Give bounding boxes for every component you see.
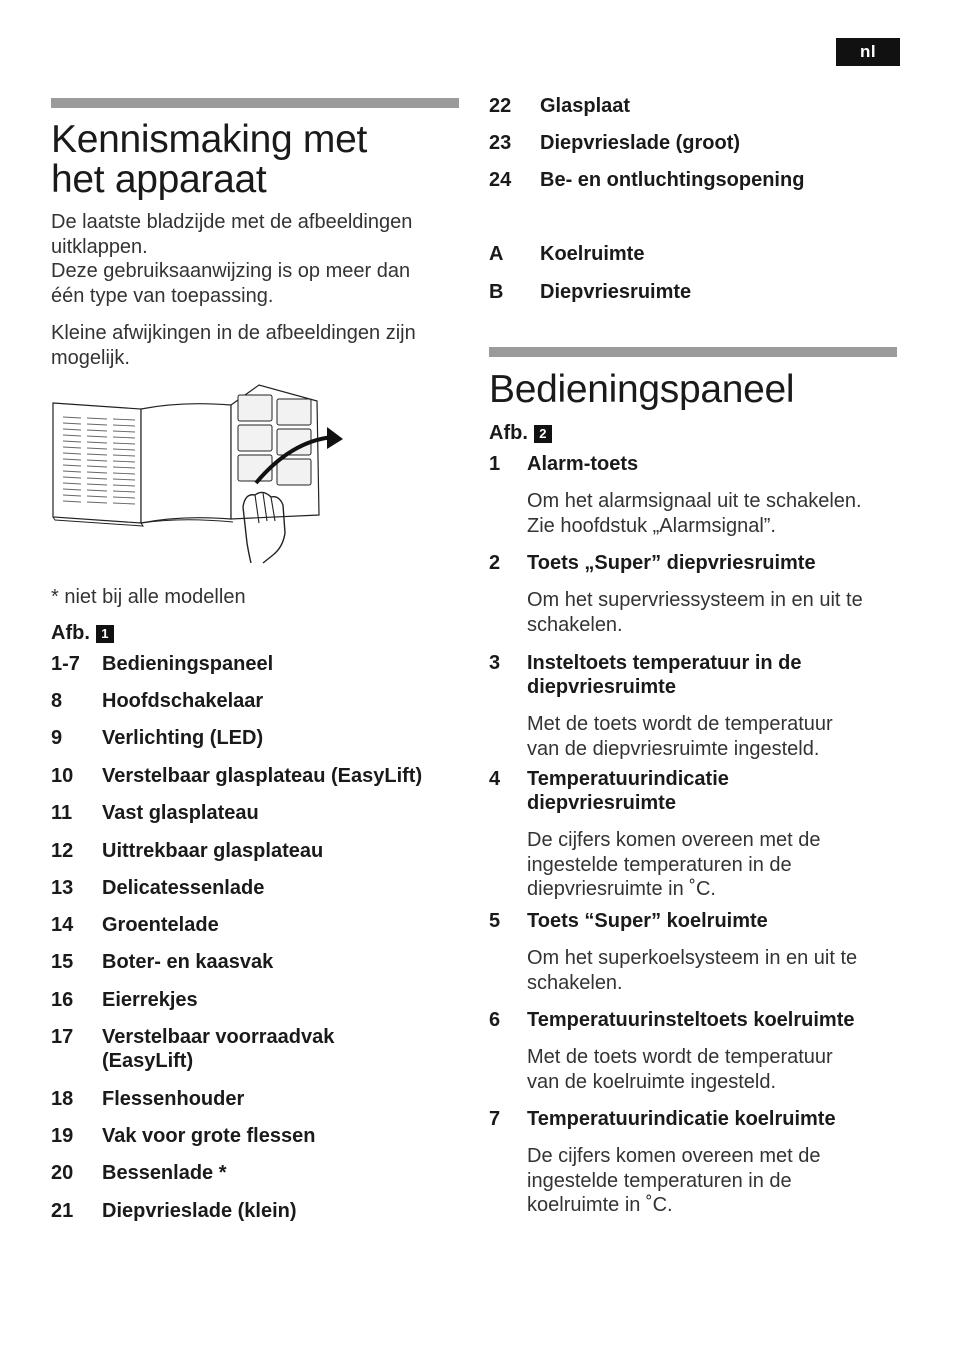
item-label: Diepvriesruimte (540, 281, 692, 303)
item-label: Glasplaat (540, 95, 631, 117)
item-number: 20 (51, 1162, 74, 1184)
list-item (51, 801, 259, 825)
item-number: A (489, 243, 504, 265)
text-line: Kleine afwijkingen in de afbeeldingen zijn (51, 322, 416, 344)
list-item (489, 551, 909, 637)
item-label: Uittrekbaar glasplateau (102, 840, 324, 862)
item-description (527, 828, 909, 902)
list-item (51, 1199, 297, 1223)
text-line: ingestelde temperaturen in de (527, 1169, 792, 1192)
intro-heading (51, 120, 367, 200)
item-label-line1: Verstelbaar voorraadvak (102, 1026, 335, 1048)
item-label: Toets “Super” koelruimte (527, 910, 768, 932)
item-label-line2: diepvriesruimte (527, 676, 676, 698)
figure-label: Afb. (51, 622, 90, 644)
item-label: Delicatessenlade (102, 877, 265, 899)
item-number: 2 (489, 552, 501, 574)
list-item (489, 651, 909, 761)
list-item (489, 1008, 909, 1094)
item-number: 5 (489, 910, 501, 932)
item-number: 23 (489, 132, 512, 154)
section-divider (489, 347, 897, 357)
item-label: Alarm-toets (527, 453, 639, 475)
item-label-line1: Temperatuurindicatie (527, 768, 729, 790)
item-label: Koelruimte (540, 243, 645, 265)
item-number: 24 (489, 169, 512, 191)
item-number: 18 (51, 1088, 74, 1110)
item-label: Eierrekjes (102, 989, 198, 1011)
item-number: B (489, 281, 504, 303)
item-number: 9 (51, 727, 63, 749)
item-label: Flessenhouder (102, 1088, 245, 1110)
item-number: 8 (51, 690, 63, 712)
text-line: mogelijk. (51, 346, 130, 369)
item-label: Temperatuurinsteltoets koelruimte (527, 1009, 855, 1031)
item-label: Groentelade (102, 914, 219, 936)
text-line: van de diepvriesruimte ingesteld. (527, 737, 820, 760)
list-item (489, 131, 740, 155)
item-label-line2: (EasyLift) (102, 1050, 194, 1072)
item-label: Toets „Super” diepvriesruimte (527, 552, 816, 574)
list-item (51, 726, 263, 750)
item-number: 17 (51, 1026, 74, 1048)
text-line: Om het supervriessysteem in en uit te (527, 589, 863, 611)
item-label-line1: Insteltoets temperatuur in de (527, 652, 802, 674)
item-description (527, 489, 909, 538)
text-line: Deze gebruiksaanwijzing is op meer dan (51, 260, 411, 282)
text-line: Om het superkoelsysteem in en uit te (527, 947, 858, 969)
item-number: 13 (51, 877, 74, 899)
list-item (51, 689, 263, 713)
list-item (51, 764, 422, 788)
item-number: 1-7 (51, 653, 80, 675)
item-number: 21 (51, 1200, 74, 1222)
list-item (489, 1107, 909, 1218)
list-item (51, 1025, 334, 1073)
item-description (527, 1144, 909, 1218)
text-line: koelruimte in ˚C. (527, 1194, 673, 1216)
item-number: 6 (489, 1009, 501, 1031)
item-label: Verlichting (LED) (102, 727, 264, 749)
list-item (489, 452, 909, 538)
item-number: 10 (51, 765, 74, 787)
item-label (527, 767, 909, 815)
list-item (489, 168, 804, 192)
list-item (51, 652, 273, 676)
list-item (489, 94, 630, 118)
intro-title-line2: het apparaat (51, 158, 267, 201)
item-number: 14 (51, 914, 74, 936)
item-label: Diepvrieslade (groot) (540, 132, 741, 154)
list-item (51, 1124, 315, 1148)
item-label: Be- en ontluchtingsopening (540, 169, 805, 191)
item-label: Diepvrieslade (klein) (102, 1200, 297, 1222)
item-number: 19 (51, 1125, 74, 1147)
item-number: 15 (51, 951, 74, 973)
item-description (527, 712, 909, 761)
text-line: De cijfers komen overeen met de (527, 1145, 821, 1167)
text-line: Met de toets wordt de temperatuur (527, 1046, 833, 1068)
item-label: Boter- en kaasvak (102, 951, 274, 973)
item-label: Vast glasplateau (102, 802, 259, 824)
item-label: Temperatuurindicatie koelruimte (527, 1108, 836, 1130)
item-label: Hoofdschakelaar (102, 690, 264, 712)
item-label: Vak voor grote flessen (102, 1125, 316, 1147)
list-item (51, 913, 219, 937)
foldout-manual-illustration (51, 383, 351, 568)
list-item (489, 767, 909, 902)
item-description (527, 1045, 909, 1094)
list-item (51, 876, 264, 900)
text-line: één type van toepassing. (51, 284, 274, 307)
list-item (489, 280, 691, 304)
item-label-line2: diepvriesruimte (527, 792, 676, 814)
figure-label: Afb. (489, 422, 528, 444)
list-item (51, 950, 273, 974)
text-line: Met de toets wordt de temperatuur (527, 713, 833, 735)
item-number: 3 (489, 652, 501, 674)
intro-paragraph-2 (51, 321, 461, 370)
section-divider (51, 98, 459, 108)
text-line: De cijfers komen overeen met de (527, 829, 821, 851)
item-number: 7 (489, 1108, 501, 1130)
panel-title: Bedieningspaneel (489, 368, 795, 411)
item-number: 22 (489, 95, 512, 117)
item-description (527, 946, 909, 995)
text-line: uitklappen. (51, 235, 148, 258)
list-item (51, 1161, 227, 1185)
item-number: 12 (51, 840, 74, 862)
item-label (527, 651, 909, 699)
item-description (527, 588, 909, 637)
text-line: schakelen. (527, 613, 623, 636)
text-line: van de koelruimte ingesteld. (527, 1070, 777, 1093)
list-item (51, 988, 198, 1012)
language-badge: nl (836, 38, 900, 66)
item-number: 11 (51, 802, 73, 824)
item-number: 16 (51, 989, 74, 1011)
item-label (102, 1025, 334, 1073)
item-label: Verstelbaar glasplateau (EasyLift) (102, 765, 423, 787)
text-line: Zie hoofdstuk „Alarmsignal”. (527, 514, 776, 537)
text-line: schakelen. (527, 971, 623, 994)
text-line: De laatste bladzijde met de afbeeldingen (51, 211, 413, 233)
figure-number-badge: 1 (96, 625, 114, 643)
text-line: diepvriesruimte in ˚C. (527, 878, 716, 900)
figure-reference (489, 422, 552, 445)
footnote: * niet bij alle modellen (51, 586, 246, 608)
intro-title-line1: Kennismaking met (51, 118, 368, 161)
item-label: Bedieningspaneel (102, 653, 274, 675)
figure-number-badge: 2 (534, 425, 552, 443)
figure-reference (51, 622, 114, 645)
item-number: 4 (489, 768, 501, 790)
item-number: 1 (489, 453, 501, 475)
list-item (489, 242, 644, 266)
intro-paragraph-1 (51, 210, 461, 308)
text-line: ingestelde temperaturen in de (527, 853, 792, 876)
item-label: Bessenlade * (102, 1162, 227, 1184)
list-item (51, 839, 323, 863)
text-line: Om het alarmsignaal uit te schakelen. (527, 490, 862, 512)
list-item (489, 909, 909, 995)
list-item (51, 1087, 244, 1111)
